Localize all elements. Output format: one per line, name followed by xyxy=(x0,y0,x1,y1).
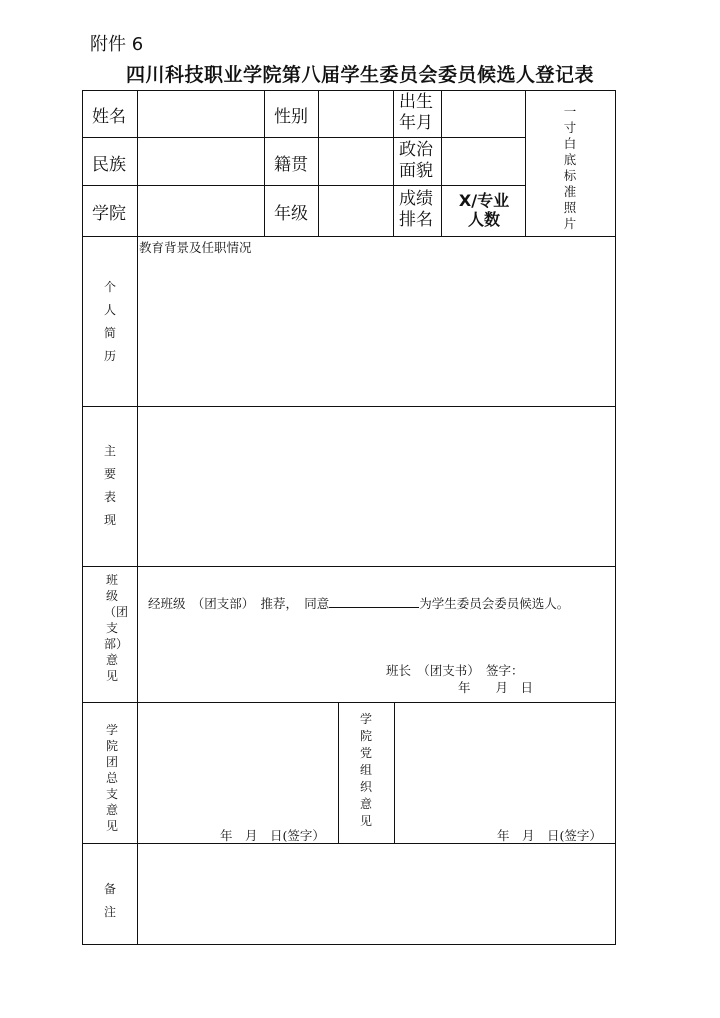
hometown-label: 籍贯 xyxy=(274,155,308,175)
candidate-name-blank[interactable] xyxy=(329,595,419,608)
photo-placeholder[interactable]: 一寸白底标准照片 xyxy=(563,104,577,231)
ranking-value[interactable]: X/专业 人数 xyxy=(458,191,510,229)
grade-field[interactable] xyxy=(320,187,392,235)
class-opinion-statement: 经班级 （团支部） 推荐， 同意 为学生委员会委员候选人。 xyxy=(148,596,570,611)
ethnicity-field[interactable] xyxy=(139,139,263,184)
table-border-right xyxy=(615,90,616,945)
attachment-label: 附件 6 xyxy=(90,34,144,55)
form-title: 四川科技职业学院第八届学生委员会委员候选人登记表 xyxy=(125,64,594,86)
political-field[interactable] xyxy=(443,139,524,184)
league-opinion-field[interactable] xyxy=(139,704,337,822)
party-opinion-field[interactable] xyxy=(396,704,613,822)
grade-label: 年级 xyxy=(274,204,308,224)
college-field[interactable] xyxy=(139,187,263,235)
birth-field[interactable] xyxy=(443,92,524,136)
gender-field[interactable] xyxy=(320,92,392,136)
remarks-field[interactable] xyxy=(139,845,613,942)
table-border-bottom xyxy=(82,944,616,945)
table-border-top xyxy=(82,90,616,91)
ethnicity-label: 民族 xyxy=(92,155,126,175)
name-field[interactable] xyxy=(139,92,263,136)
class-opinion-label: 班级（团支部）意见 xyxy=(104,573,129,683)
birth-label: 出生 年月 xyxy=(399,92,433,133)
college-label: 学院 xyxy=(92,204,126,224)
performance-field[interactable] xyxy=(139,408,613,565)
table-border-left xyxy=(82,90,83,945)
party-opinion-label: 学院党组织意见 xyxy=(359,712,372,828)
name-label: 姓名 xyxy=(92,107,126,127)
league-opinion-label: 学院团总支意见 xyxy=(105,723,118,833)
remarks-label: 备注 xyxy=(103,882,116,919)
resume-label: 个人简历 xyxy=(103,280,116,363)
performance-label: 主要表现 xyxy=(103,444,116,527)
league-opinion-date-sign: 年 月 日(签字） xyxy=(220,828,325,843)
class-monitor-signature[interactable]: 班长 （团支书） 签字： xyxy=(386,663,524,678)
resume-hint: 教育背景及任职情况 xyxy=(139,240,252,255)
resume-field[interactable] xyxy=(139,256,613,404)
party-opinion-date-sign: 年 月 日(签字） xyxy=(497,828,602,843)
ranking-label: 成绩 排名 xyxy=(399,189,433,230)
political-label: 政治 面貌 xyxy=(399,140,433,181)
class-opinion-date: 年 月 日 xyxy=(458,680,534,695)
hometown-field[interactable] xyxy=(320,139,392,184)
gender-label: 性别 xyxy=(274,107,308,127)
